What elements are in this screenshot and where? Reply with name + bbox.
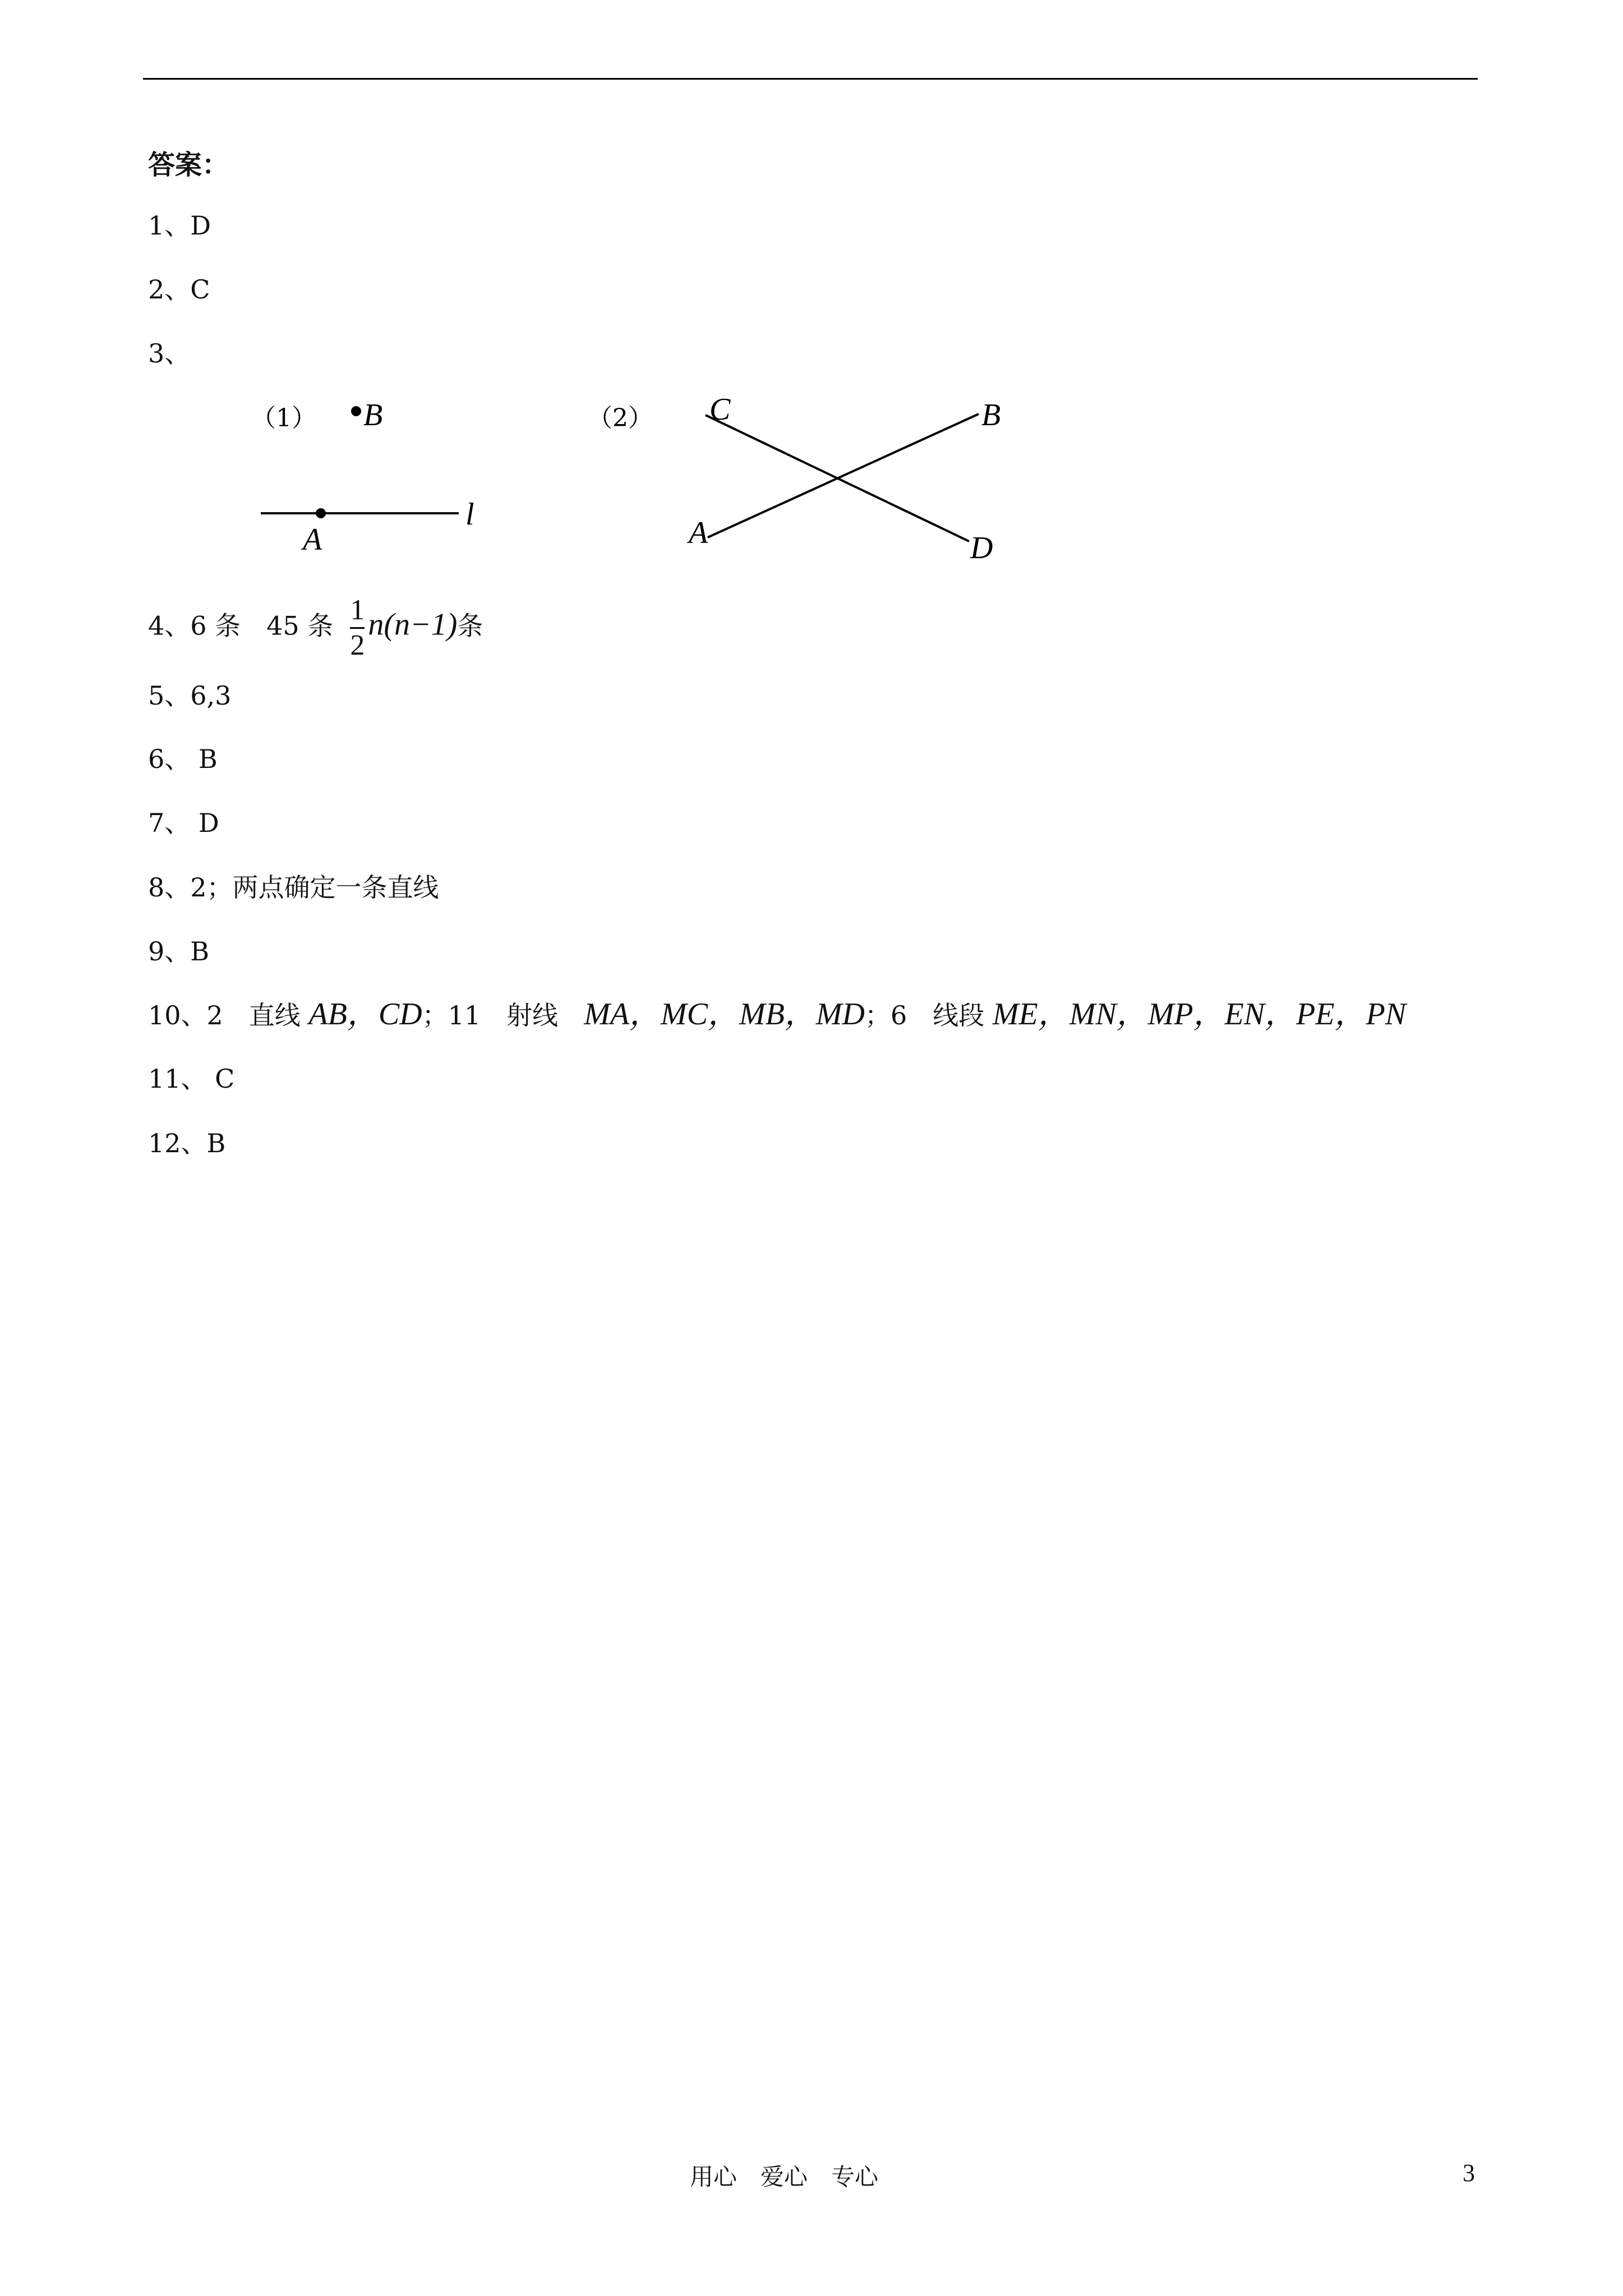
fraction-bar <box>350 627 365 629</box>
answer-8: 8、2；两点确定一条直线 <box>148 872 439 903</box>
answer-4-suffix: 条 <box>457 610 483 641</box>
answer-10-rays: MA，MC，MB，MD <box>584 997 865 1032</box>
answer-1: 1、D <box>148 210 211 241</box>
answer-10-lines: AB，CD <box>308 997 422 1032</box>
answer-9: 9、B <box>148 936 210 967</box>
fig2-label-a: A <box>689 516 708 550</box>
answer-4-expression: n(n−1) <box>368 607 458 642</box>
fig2-label-d: D <box>970 531 993 565</box>
fig2-label-c: C <box>709 392 731 427</box>
fig-part1-label: （1） <box>251 404 316 432</box>
page-number: 3 <box>1463 2159 1475 2187</box>
point-a-label: A <box>303 522 322 557</box>
fig-part2-label: （2） <box>588 404 653 432</box>
answer-4-prefix: 4、6 条 45 条 <box>148 610 334 641</box>
answer-10-segments: ME，MN，MP，EN，PE，PN <box>992 997 1407 1032</box>
fraction-numerator: 1 <box>350 594 365 626</box>
fraction-denominator: 2 <box>350 629 365 661</box>
answer-5: 5、6,3 <box>148 680 232 711</box>
answers-heading: 答案： <box>148 149 229 181</box>
line-l-label: l <box>465 497 474 532</box>
point-b-dot <box>351 406 361 416</box>
answer-10 <box>148 997 1406 1032</box>
fraction-one-half <box>350 595 365 661</box>
point-b-label: B <box>363 398 383 432</box>
answer-4 <box>148 595 483 661</box>
answer-10-part3: ；6 线段 <box>865 1000 993 1030</box>
answer-2: 2、C <box>148 274 210 305</box>
answer-7: 7、 D <box>148 808 219 838</box>
answer-3: 3、 <box>148 338 191 369</box>
answer-6: 6、 B <box>148 744 218 774</box>
answer-10-part2: ；11 射线 <box>422 1000 584 1030</box>
segment-ab <box>708 414 979 537</box>
footer-motto: 用心 爱心 专心 <box>690 2163 879 2191</box>
point-a-dot <box>316 508 326 518</box>
answer-10-part1: 10、2 直线 <box>148 1000 309 1030</box>
answer-12: 12、B <box>148 1128 226 1158</box>
fig2-label-b: B <box>981 398 1001 432</box>
answer-11: 11、 C <box>148 1064 235 1094</box>
